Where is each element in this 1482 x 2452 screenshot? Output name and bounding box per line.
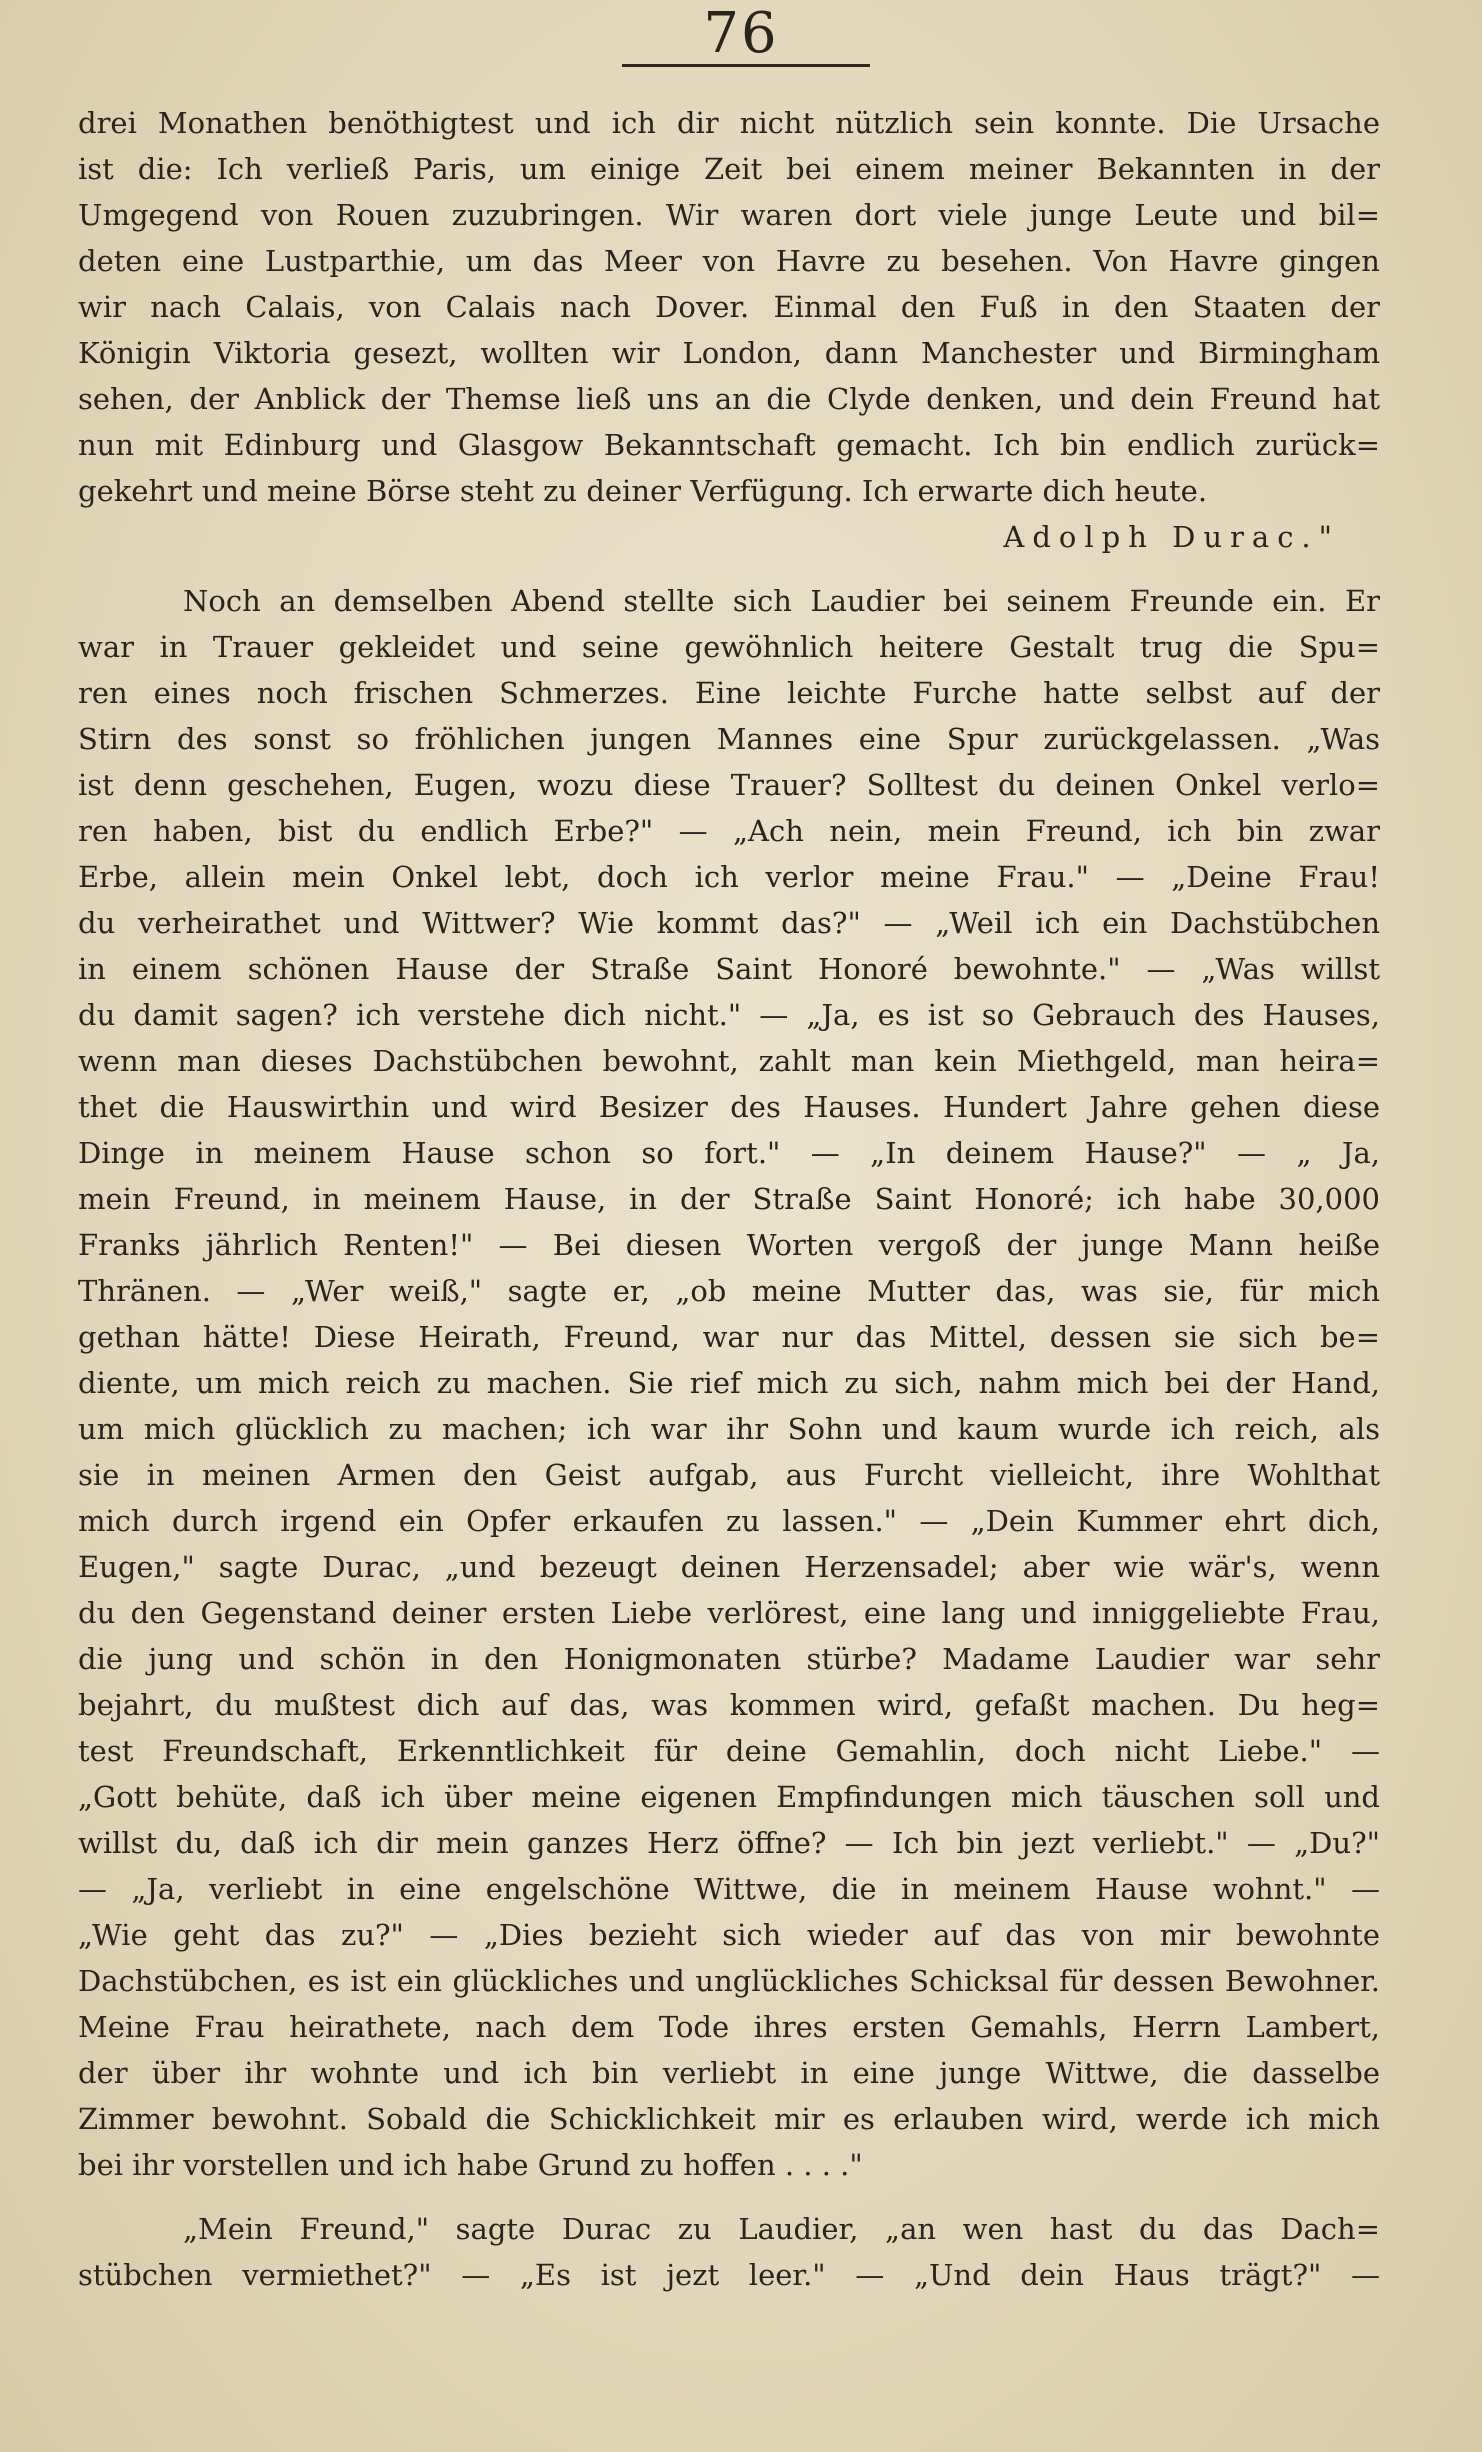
page-text <box>78 100 1380 2298</box>
text-line: war in Trauer gekleidet und seine gewöhnlich heitere Gestalt trug die Spu= <box>78 630 1380 664</box>
text-line: deten eine Lustparthie, um das Meer von Havre zu besehen. Von Havre gingen <box>78 244 1380 278</box>
text-line: thet die Hauswirthin und wird Besizer des Hauses. Hundert Jahre gehen diese <box>78 1090 1380 1124</box>
text-line: gekehrt und meine Börse steht zu deiner Verfügung. Ich erwarte dich heute. <box>78 474 1208 508</box>
text-line: bejahrt, du mußtest dich auf das, was kommen wird, gefaßt machen. Du heg= <box>78 1688 1380 1722</box>
text-line: der über ihr wohnte und ich bin verliebt in eine junge Wittwe, die dasselbe <box>78 2056 1380 2090</box>
text-line: du verheirathet und Wittwer? Wie kommt das?" — „Weil ich ein Dachstübchen <box>78 906 1380 940</box>
text-line: Zimmer bewohnt. Sobald die Schicklichkeit mir es erlauben wird, werde ich mich <box>78 2102 1380 2136</box>
text-line: Umgegend von Rouen zuzubringen. Wir waren dort viele junge Leute und bil= <box>78 198 1380 232</box>
text-line: Meine Frau heirathete, nach dem Tode ihres ersten Gemahls, Herrn Lambert, <box>78 2010 1380 2044</box>
paragraph-gap <box>78 560 1380 578</box>
text-line: „Mein Freund," sagte Durac zu Laudier, „an wen hast du das Dach= <box>183 2212 1380 2246</box>
text-line: nun mit Edinburg und Glasgow Bekanntschaft gemacht. Ich bin endlich zurück= <box>78 428 1380 462</box>
header-rule <box>622 64 870 67</box>
text-line: willst du, daß ich dir mein ganzes Herz öffne? — Ich bin jezt verliebt." — „Du?" <box>78 1826 1380 1860</box>
paragraph-letter-end <box>78 100 1380 560</box>
text-line: Eugen," sagte Durac, „und bezeugt deinen Herzensadel; aber wie wär's, wenn <box>78 1550 1380 1584</box>
text-line: mein Freund, in meinem Hause, in der Straße Saint Honoré; ich habe 30,000 <box>78 1182 1380 1216</box>
text-line: mich durch irgend ein Opfer erkaufen zu lassen." — „Dein Kummer ehrt dich, <box>78 1504 1380 1538</box>
text-line: Franks jährlich Renten!" — Bei diesen Worten vergoß der junge Mann heiße <box>78 1228 1380 1262</box>
text-line: du damit sagen? ich verstehe dich nicht." — „Ja, es ist so Gebrauch des Hauses, <box>78 998 1380 1032</box>
text-line: Erbe, allein mein Onkel lebt, doch ich verlor meine Frau." — „Deine Frau! <box>78 860 1380 894</box>
text-line: die jung und schön in den Honigmonaten stürbe? Madame Laudier war sehr <box>78 1642 1380 1676</box>
text-line: test Freundschaft, Erkenntlichkeit für deine Gemahlin, doch nicht Liebe." — <box>78 1734 1380 1768</box>
text-line: Thränen. — „Wer weiß," sagte er, „ob meine Mutter das, was sie, für mich <box>78 1274 1380 1308</box>
text-line: ist die: Ich verließ Paris, um einige Zeit bei einem meiner Bekannten in der <box>78 152 1380 186</box>
text-line: ist denn geschehen, Eugen, wozu diese Trauer? Solltest du deinen Onkel verlo= <box>78 768 1380 802</box>
text-line: Stirn des sonst so fröhlichen jungen Mannes eine Spur zurückgelassen. „Was <box>78 722 1380 756</box>
letter-signature: Adolph Durac." <box>1003 520 1340 554</box>
text-line: du den Gegenstand deiner ersten Liebe verlörest, eine lang und inniggeliebte Frau, <box>78 1596 1380 1630</box>
text-line: — „Ja, verliebt in eine engelschöne Wittwe, die in meinem Hause wohnt." — <box>78 1872 1380 1906</box>
text-line: ren eines noch frischen Schmerzes. Eine leichte Furche hatte selbst auf der <box>78 676 1380 710</box>
text-line: bei ihr vorstellen und ich habe Grund zu hoffen . . . ." <box>78 2148 863 2182</box>
text-line: Noch an demselben Abend stellte sich Laudier bei seinem Freunde ein. Er <box>183 584 1380 618</box>
paragraph-visit <box>78 578 1380 2188</box>
paragraph-question <box>78 2206 1380 2298</box>
text-line: sie in meinen Armen den Geist aufgab, aus Furcht vielleicht, ihre Wohlthat <box>78 1458 1380 1492</box>
paragraph-gap <box>78 2188 1380 2206</box>
page-number: 76 <box>703 1 779 66</box>
text-line: „Wie geht das zu?" — „Dies bezieht sich wieder auf das von mir bewohnte <box>78 1918 1380 1952</box>
text-line: Dinge in meinem Hause schon so fort." — „In deinem Hause?" — „ Ja, <box>78 1136 1380 1170</box>
text-line: wir nach Calais, von Calais nach Dover. Einmal den Fuß in den Staaten der <box>78 290 1380 324</box>
text-line: diente, um mich reich zu machen. Sie rief mich zu sich, nahm mich bei der Hand, <box>78 1366 1380 1400</box>
text-line: ren haben, bist du endlich Erbe?" — „Ach nein, mein Freund, ich bin zwar <box>78 814 1380 848</box>
text-line: drei Monathen benöthigtest und ich dir nicht nützlich sein konnte. Die Ursache <box>78 106 1380 140</box>
text-line: gethan hätte! Diese Heirath, Freund, war nur das Mittel, dessen sie sich be= <box>78 1320 1380 1354</box>
text-line: stübchen vermiethet?" — „Es ist jezt leer." — „Und dein Haus trägt?" — <box>78 2258 1380 2292</box>
text-line: „Gott behüte, daß ich über meine eigenen Empfindungen mich täuschen soll und <box>78 1780 1380 1814</box>
text-line: Königin Viktoria gesezt, wollten wir London, dann Manchester und Birmingham <box>78 336 1380 370</box>
text-line: sehen, der Anblick der Themse ließ uns an die Clyde denken, und dein Freund hat <box>78 382 1380 416</box>
text-line: Dachstübchen, es ist ein glückliches und unglückliches Schicksal für dessen Bewohner. <box>78 1964 1380 1998</box>
text-line: in einem schönen Hause der Straße Saint Honoré bewohnte." — „Was willst <box>78 952 1380 986</box>
text-line: um mich glücklich zu machen; ich war ihr Sohn und kaum wurde ich reich, als <box>78 1412 1380 1446</box>
text-line: wenn man dieses Dachstübchen bewohnt, zahlt man kein Miethgeld, man heira= <box>78 1044 1380 1078</box>
